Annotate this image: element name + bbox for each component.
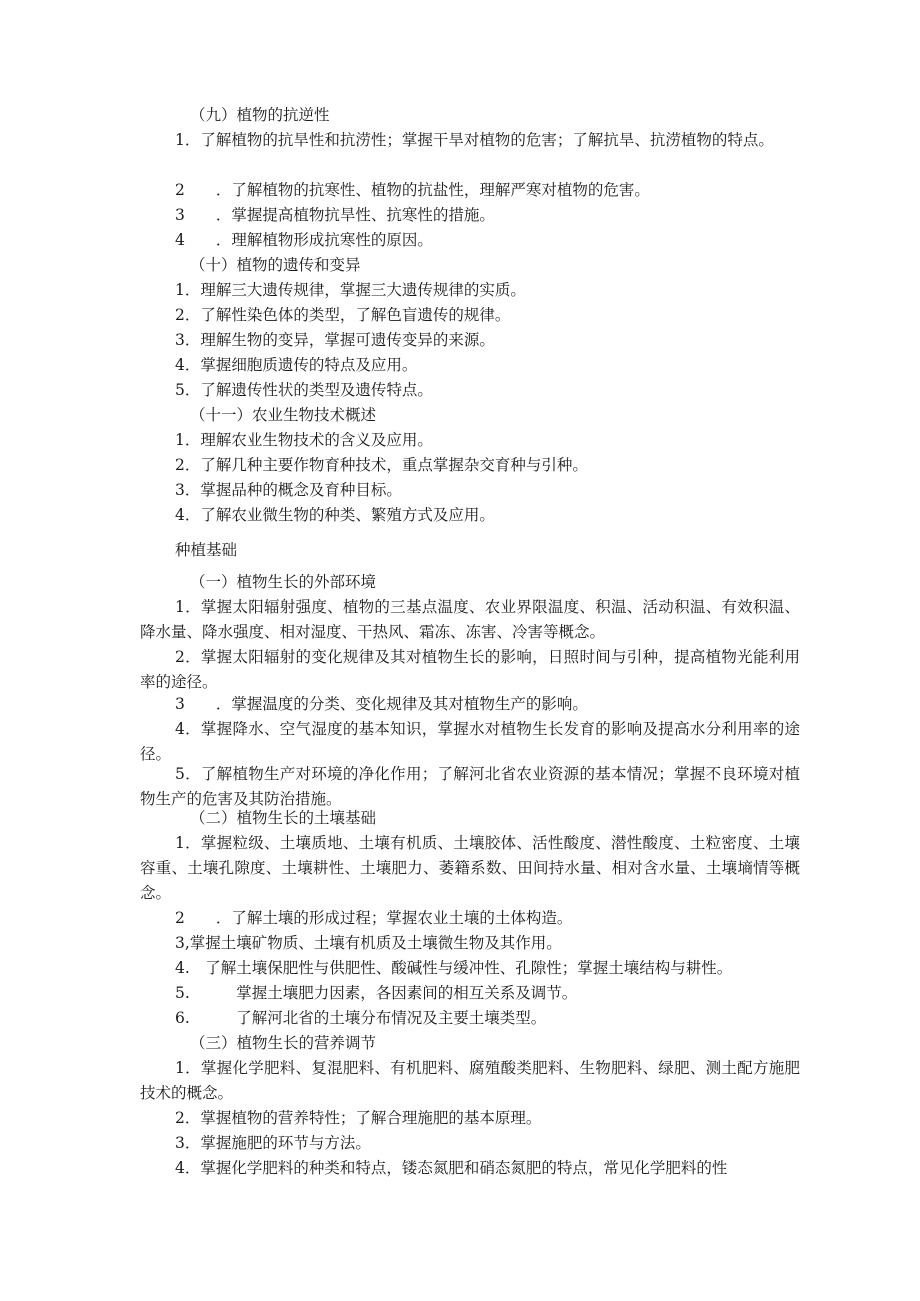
list-item: 2 ．了解植物的抗寒性、植物的抗盐性，理解严寒对植物的危害。 bbox=[175, 181, 650, 199]
list-item: 3 ．掌握温度的分类、变化规律及其对植物生产的影响。 bbox=[175, 695, 588, 713]
section-heading-p3: （三）植物生长的营养调节 bbox=[190, 1034, 377, 1052]
list-item: 3．掌握施肥的环节与方法。 bbox=[175, 1134, 371, 1152]
list-item: 4．掌握降水、空气湿度的基本知识，掌握水对植物生长发育的影响及提高水分利用率的途径。 bbox=[140, 720, 800, 763]
list-item: 3．掌握品种的概念及育种目标。 bbox=[175, 481, 402, 499]
list-item: 2．掌握植物的营养特性；了解合理施肥的基本原理。 bbox=[175, 1109, 542, 1127]
section-heading-11: （十一）农业生物技术概述 bbox=[190, 406, 377, 424]
list-item: 1．掌握粒级、土壤质地、土壤有机质、土壤胶体、活性酸度、潜性酸度、土粒密度、土壤容重、土壤孔隙度、土壤耕性、土壤肥力、萎籍系数、田间持水量、相对含水量、土壤墒情等概念。 bbox=[140, 834, 800, 902]
section-heading-9: （九）植物的抗逆性 bbox=[190, 106, 330, 124]
list-item: 2．了解性染色体的类型，了解色盲遗传的规律。 bbox=[175, 306, 511, 324]
list-item: 1．掌握太阳辐射强度、植物的三基点温度、农业界限温度、积温、活动积温、有效积温、降水量、降水强度、相对湿度、干热风、霜冻、冻害、冷害等概念。 bbox=[140, 598, 800, 641]
part-title: 种植基础 bbox=[175, 541, 238, 559]
list-item: 3．理解生物的变异，掌握可遗传变异的来源。 bbox=[175, 331, 495, 349]
list-item: 4．掌握细胞质遗传的特点及应用。 bbox=[175, 356, 418, 374]
list-item: 1．理解农业生物技术的含义及应用。 bbox=[175, 431, 433, 449]
list-item: 1．掌握化学肥料、复混肥料、有机肥料、腐殖酸类肥料、生物肥料、绿肥、测土配方施肥技术的概念。 bbox=[140, 1059, 800, 1102]
list-item: 5．了解遗传性状的类型及遗传特点。 bbox=[175, 381, 433, 399]
list-item: 3,掌握土壤矿物质、土壤有机质及土壤微生物及其作用。 bbox=[175, 934, 562, 952]
section-heading-p2: （二）植物生长的土壤基础 bbox=[190, 809, 377, 827]
list-item: 5. 掌握土壤肥力因素，各因素间的相互关系及调节。 bbox=[175, 984, 578, 1002]
section-heading-10: （十）植物的遗传和变异 bbox=[190, 256, 361, 274]
list-item: 4 ．理解植物形成抗寒性的原因。 bbox=[175, 231, 433, 249]
list-item: 6. 了解河北省的土壤分布情况及主要土壤类型。 bbox=[175, 1009, 547, 1027]
section-heading-p1: （一）植物生长的外部环境 bbox=[190, 573, 377, 591]
list-item: 4．掌握化学肥料的种类和特点，镂态氮肥和硝态氮肥的特点，常见化学肥料的性 bbox=[175, 1159, 728, 1177]
list-item: 5．了解植物生产对环境的净化作用；了解河北省农业资源的基本情况；掌握不良环境对植物生产的危害及其防治措施。 bbox=[140, 765, 800, 808]
list-item: 2 ．了解土壤的形成过程；掌握农业土壤的土体构造。 bbox=[175, 909, 573, 927]
list-item: 1．理解三大遗传规律，掌握三大遗传规律的实质。 bbox=[175, 281, 526, 299]
list-item: 2．了解几种主要作物育种技术，重点掌握杂交育种与引种。 bbox=[175, 456, 588, 474]
list-item: 4．了解农业微生物的种类、繁殖方式及应用。 bbox=[175, 506, 495, 524]
list-item: 4. 了解土壤保肥性与供肥性、酸碱性与缓冲性、孔隙性；掌握土壤结构与耕性。 bbox=[175, 959, 733, 977]
list-item: 2．掌握太阳辐射的变化规律及其对植物生长的影响，日照时间与引种，提高植物光能利用率的途径。 bbox=[140, 648, 800, 691]
list-item: 1．了解植物的抗旱性和抗涝性；掌握干旱对植物的危害；了解抗旱、抗涝植物的特点。 bbox=[175, 131, 774, 149]
list-item: 3 ．掌握提高植物抗旱性、抗寒性的措施。 bbox=[175, 206, 495, 224]
